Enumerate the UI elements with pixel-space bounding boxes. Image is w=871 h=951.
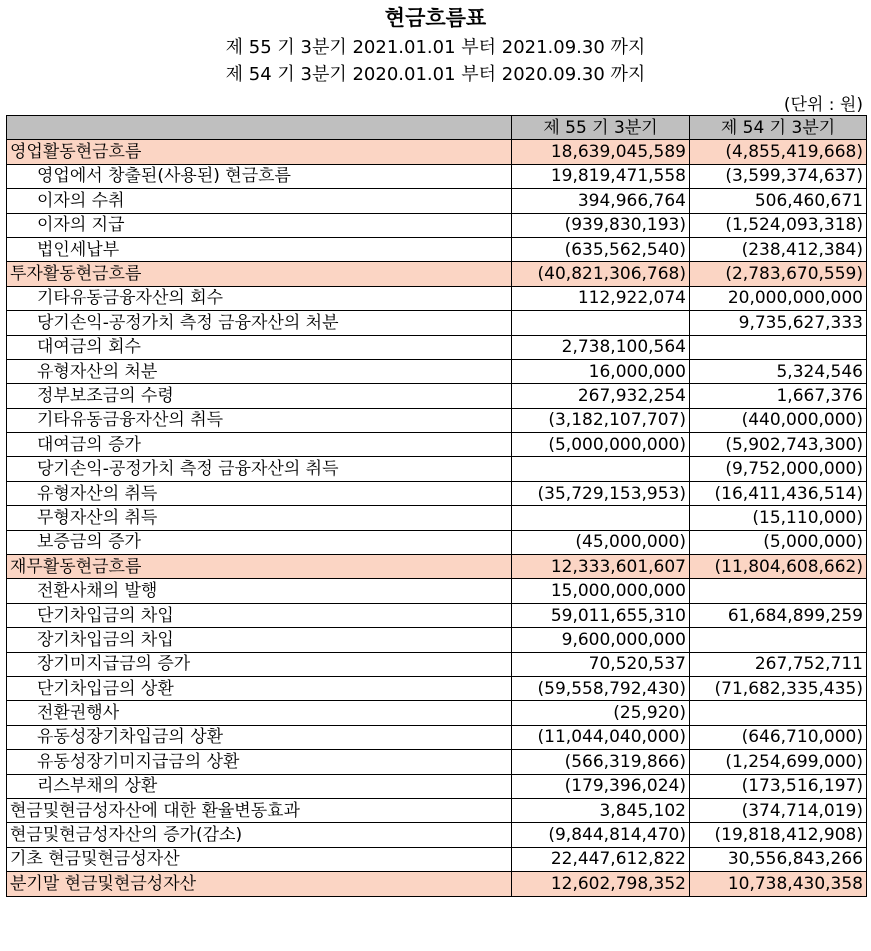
row-prior-value: (646,710,000) [690,725,867,749]
row-label: 이자의 수취 [7,189,512,213]
row-prior-value: (440,000,000) [690,408,867,432]
table-row [7,311,867,335]
table-row [7,798,867,822]
row-prior-value: (1,524,093,318) [690,213,867,237]
row-current-value [512,457,690,481]
table-row [7,676,867,700]
row-current-value: 16,000,000 [512,359,690,383]
row-label: 대여금의 회수 [7,335,512,359]
row-prior-value: (374,714,019) [690,798,867,822]
row-label: 당기손익-공정가치 측정 금융자산의 취득 [7,457,512,481]
table-row [7,359,867,383]
row-prior-value: 30,556,843,266 [690,847,867,871]
row-label: 정부보조금의 수령 [7,384,512,408]
row-label: 투자활동현금흐름 [7,262,512,286]
row-prior-value: (11,804,608,662) [690,555,867,579]
row-prior-value: (1,254,699,000) [690,750,867,774]
table-row [7,603,867,627]
row-label: 이자의 지급 [7,213,512,237]
row-prior-value [690,701,867,725]
row-prior-value: (4,855,419,668) [690,140,867,164]
row-current-value: (35,729,153,953) [512,481,690,505]
section-row [7,140,867,164]
row-prior-value: 5,324,546 [690,359,867,383]
row-prior-value: (16,411,436,514) [690,481,867,505]
row-prior-value [690,628,867,652]
row-current-value: (11,044,040,000) [512,725,690,749]
row-current-value: (179,396,024) [512,774,690,798]
row-current-value: 19,819,471,558 [512,164,690,188]
table-row [7,506,867,530]
row-prior-value: 506,460,671 [690,189,867,213]
row-current-value: (566,319,866) [512,750,690,774]
row-prior-value: (15,110,000) [690,506,867,530]
section-row [7,262,867,286]
row-current-value: 59,011,655,310 [512,603,690,627]
row-current-value: (25,920) [512,701,690,725]
table-row [7,384,867,408]
row-label: 당기손익-공정가치 측정 금융자산의 처분 [7,311,512,335]
row-label: 리스부채의 상환 [7,774,512,798]
header-prior-period: 제 54 기 3분기 [690,116,867,140]
row-label: 전환사채의 발행 [7,579,512,603]
row-label: 분기말 현금및현금성자산 [7,872,512,896]
table-row [7,750,867,774]
table-row [7,433,867,457]
row-label: 현금및현금성자산에 대한 환율변동효과 [7,798,512,822]
table-body [7,140,867,896]
row-label: 법인세납부 [7,237,512,261]
row-current-value: 112,922,074 [512,286,690,310]
row-current-value [512,506,690,530]
row-label: 보증금의 증가 [7,530,512,554]
row-prior-value: 9,735,627,333 [690,311,867,335]
row-label: 현금및현금성자산의 증가(감소) [7,823,512,847]
row-prior-value: 10,738,430,358 [690,872,867,896]
table-row [7,286,867,310]
row-label: 유동성장기차입금의 상환 [7,725,512,749]
row-current-value: 12,602,798,352 [512,872,690,896]
table-row [7,701,867,725]
row-prior-value [690,335,867,359]
row-prior-value: (238,412,384) [690,237,867,261]
row-current-value: (5,000,000,000) [512,433,690,457]
section-row [7,555,867,579]
row-label: 유형자산의 처분 [7,359,512,383]
row-label: 영업활동현금흐름 [7,140,512,164]
row-current-value: 2,738,100,564 [512,335,690,359]
row-current-value: 394,966,764 [512,189,690,213]
period-prior: 제 54 기 3분기 2020.01.01 부터 2020.09.30 까지 [225,64,646,85]
row-label: 단기차입금의 상환 [7,676,512,700]
table-header-row [7,116,867,140]
row-current-value: 3,845,102 [512,798,690,822]
table-row [7,457,867,481]
row-label: 대여금의 증가 [7,433,512,457]
table-row [7,774,867,798]
row-prior-value [690,579,867,603]
table-row [7,164,867,188]
row-current-value: 9,600,000,000 [512,628,690,652]
row-current-value: (40,821,306,768) [512,262,690,286]
table-row [7,530,867,554]
row-current-value: (635,562,540) [512,237,690,261]
row-label: 기타유동금융자산의 취득 [7,408,512,432]
row-current-value [512,311,690,335]
table-row [7,579,867,603]
row-current-value: (939,830,193) [512,213,690,237]
period-current: 제 55 기 3분기 2021.01.01 부터 2021.09.30 까지 [225,37,646,58]
row-prior-value: (5,000,000) [690,530,867,554]
row-current-value: 12,333,601,607 [512,555,690,579]
row-label: 기타유동금융자산의 회수 [7,286,512,310]
header-label [7,116,512,140]
row-current-value: (9,844,814,470) [512,823,690,847]
row-prior-value: (19,818,412,908) [690,823,867,847]
row-label: 재무활동현금흐름 [7,555,512,579]
table-row [7,628,867,652]
row-prior-value: 267,752,711 [690,652,867,676]
table-row [7,823,867,847]
row-prior-value: (5,902,743,300) [690,433,867,457]
table-row [7,189,867,213]
row-label: 장기미지급금의 증가 [7,652,512,676]
row-current-value: 15,000,000,000 [512,579,690,603]
table-row [7,481,867,505]
row-prior-value: 20,000,000,000 [690,286,867,310]
row-current-value: 267,932,254 [512,384,690,408]
statement-title: 현금흐름표 [384,6,487,30]
row-current-value: (3,182,107,707) [512,408,690,432]
table-row [7,725,867,749]
row-label: 장기차입금의 차입 [7,628,512,652]
table-row [7,652,867,676]
row-label: 유형자산의 취득 [7,481,512,505]
cash-flow-table [6,115,867,897]
row-prior-value: (9,752,000,000) [690,457,867,481]
row-label: 유동성장기미지급금의 상환 [7,750,512,774]
row-label: 무형자산의 취득 [7,506,512,530]
row-prior-value: (2,783,670,559) [690,262,867,286]
row-prior-value: 61,684,899,259 [690,603,867,627]
row-label: 영업에서 창출된(사용된) 현금흐름 [7,164,512,188]
row-label: 전환권행사 [7,701,512,725]
row-prior-value: (71,682,335,435) [690,676,867,700]
table-row [7,237,867,261]
row-label: 단기차입금의 차입 [7,603,512,627]
row-current-value: 18,639,045,589 [512,140,690,164]
row-prior-value: 1,667,376 [690,384,867,408]
row-prior-value: (173,516,197) [690,774,867,798]
table-row [7,335,867,359]
row-current-value: 70,520,537 [512,652,690,676]
table-row [7,847,867,871]
row-current-value: (45,000,000) [512,530,690,554]
unit-label: (단위 : 원) [783,95,863,115]
table-row [7,408,867,432]
table-row [7,213,867,237]
row-prior-value: (3,599,374,637) [690,164,867,188]
row-current-value: (59,558,792,430) [512,676,690,700]
section-row [7,872,867,896]
header-current-period: 제 55 기 3분기 [512,116,690,140]
row-current-value: 22,447,612,822 [512,847,690,871]
row-label: 기초 현금및현금성자산 [7,847,512,871]
